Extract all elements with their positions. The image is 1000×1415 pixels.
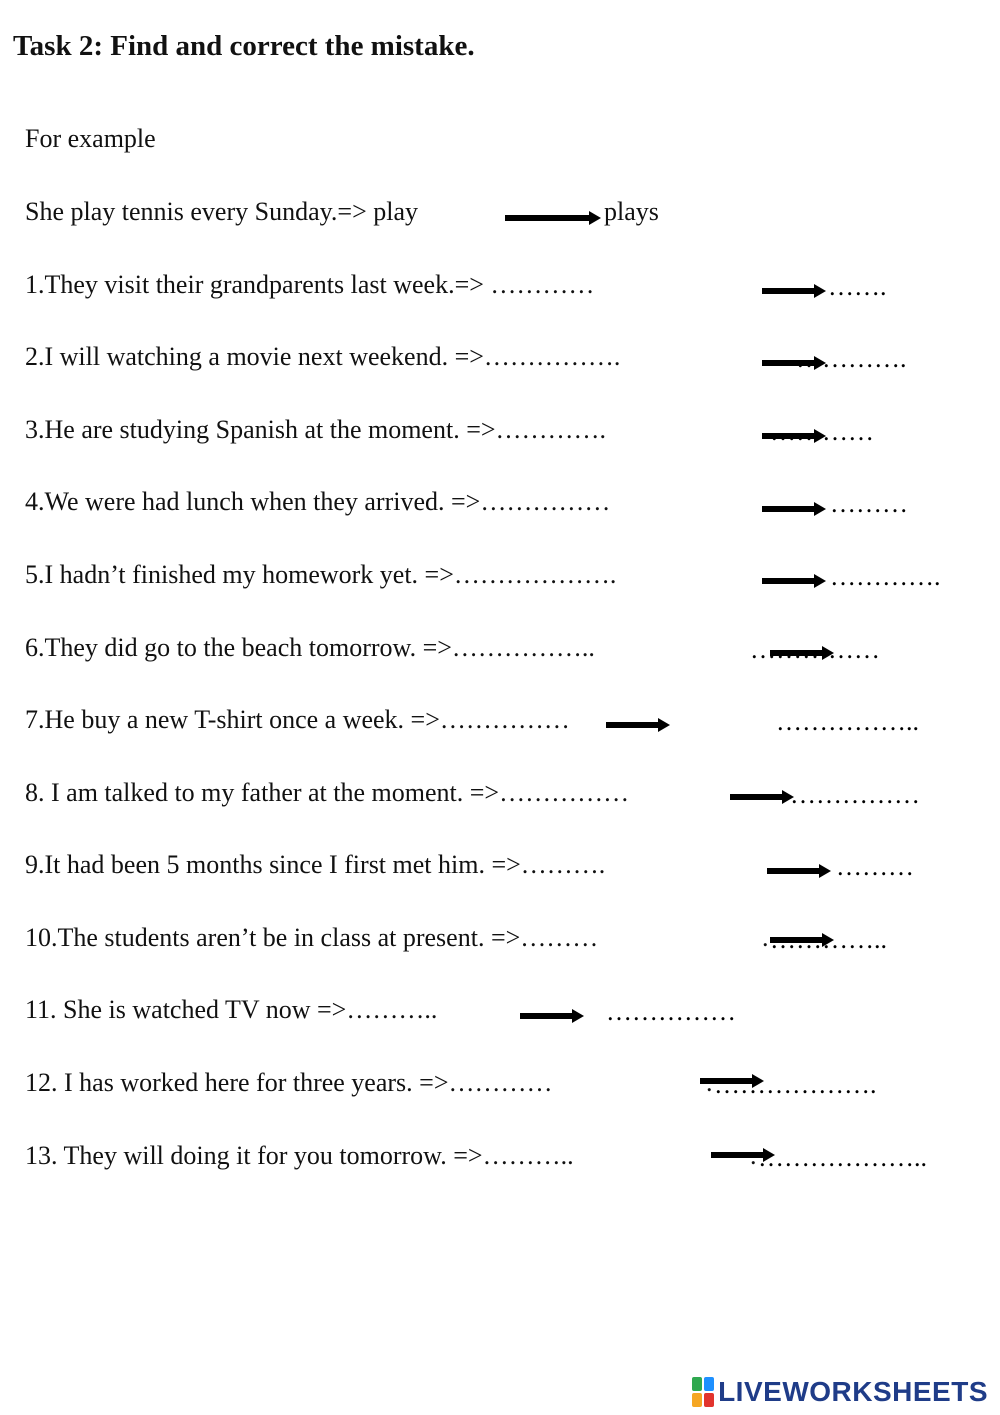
answer-dot-prefix: .	[762, 923, 769, 952]
question-1: 1.They visit their grandparents last week.=> …………	[25, 270, 595, 299]
question-10: 10.The students aren’t be in class at present. =>………	[25, 923, 599, 952]
arrow-icon	[762, 574, 826, 588]
arrow-icon	[606, 718, 670, 732]
question-13: 13. They will doing it for you tomorrow. =>………..	[25, 1141, 574, 1170]
question-12: 12. I has worked here for three years. =>…………	[25, 1068, 553, 1097]
answer-field-4[interactable]	[830, 489, 950, 519]
answer-field-3[interactable]	[770, 417, 920, 447]
answer-field-1[interactable]	[828, 272, 948, 302]
question-7: 7.He buy a new T-shirt once a week. =>……………	[25, 705, 570, 734]
arrow-icon	[730, 790, 794, 804]
liveworksheets-logo-icon	[692, 1377, 714, 1407]
question-2: 2.I will watching a movie next weekend. =>…………….	[25, 342, 621, 371]
question-5: 5.I hadn’t finished my homework yet. =>……………….	[25, 560, 617, 589]
question-3: 3.He are studying Spanish at the moment. =>………….	[25, 415, 607, 444]
answer-field-2[interactable]	[796, 344, 946, 374]
example-answer: plays	[604, 197, 659, 226]
answer-field-7[interactable]	[776, 707, 966, 737]
question-11: 11. She is watched TV now =>………..	[25, 995, 438, 1024]
arrow-icon	[762, 502, 826, 516]
arrow-icon	[762, 284, 826, 298]
answer-field-11[interactable]	[606, 997, 776, 1027]
example-label: For example	[25, 124, 156, 153]
answer-field-13[interactable]	[758, 1143, 958, 1173]
example-arrow-icon	[505, 211, 601, 225]
question-6: 6.They did go to the beach tomorrow. =>……………..	[25, 633, 595, 662]
arrow-icon	[770, 933, 834, 947]
example-sentence: She play tennis every Sunday.=> play	[25, 197, 419, 226]
arrow-icon	[767, 864, 831, 878]
worksheet-title: Task 2: Find and correct the mistake.	[13, 30, 475, 62]
liveworksheets-logo[interactable]	[692, 1376, 988, 1408]
arrow-icon	[520, 1009, 584, 1023]
answer-field-8[interactable]	[790, 780, 960, 810]
logo-text: LIVEWORKSHEETS	[718, 1376, 988, 1407]
answer-field-5[interactable]	[830, 562, 970, 592]
arrow-icon	[700, 1074, 764, 1088]
question-4: 4.We were had lunch when they arrived. =>……………	[25, 487, 611, 516]
arrow-icon	[711, 1148, 775, 1162]
question-8: 8. I am talked to my father at the moment. =>……………	[25, 778, 630, 807]
question-9: 9.It had been 5 months since I first met him. =>……….	[25, 850, 606, 879]
arrow-icon	[770, 646, 834, 660]
answer-field-9[interactable]	[836, 852, 956, 882]
